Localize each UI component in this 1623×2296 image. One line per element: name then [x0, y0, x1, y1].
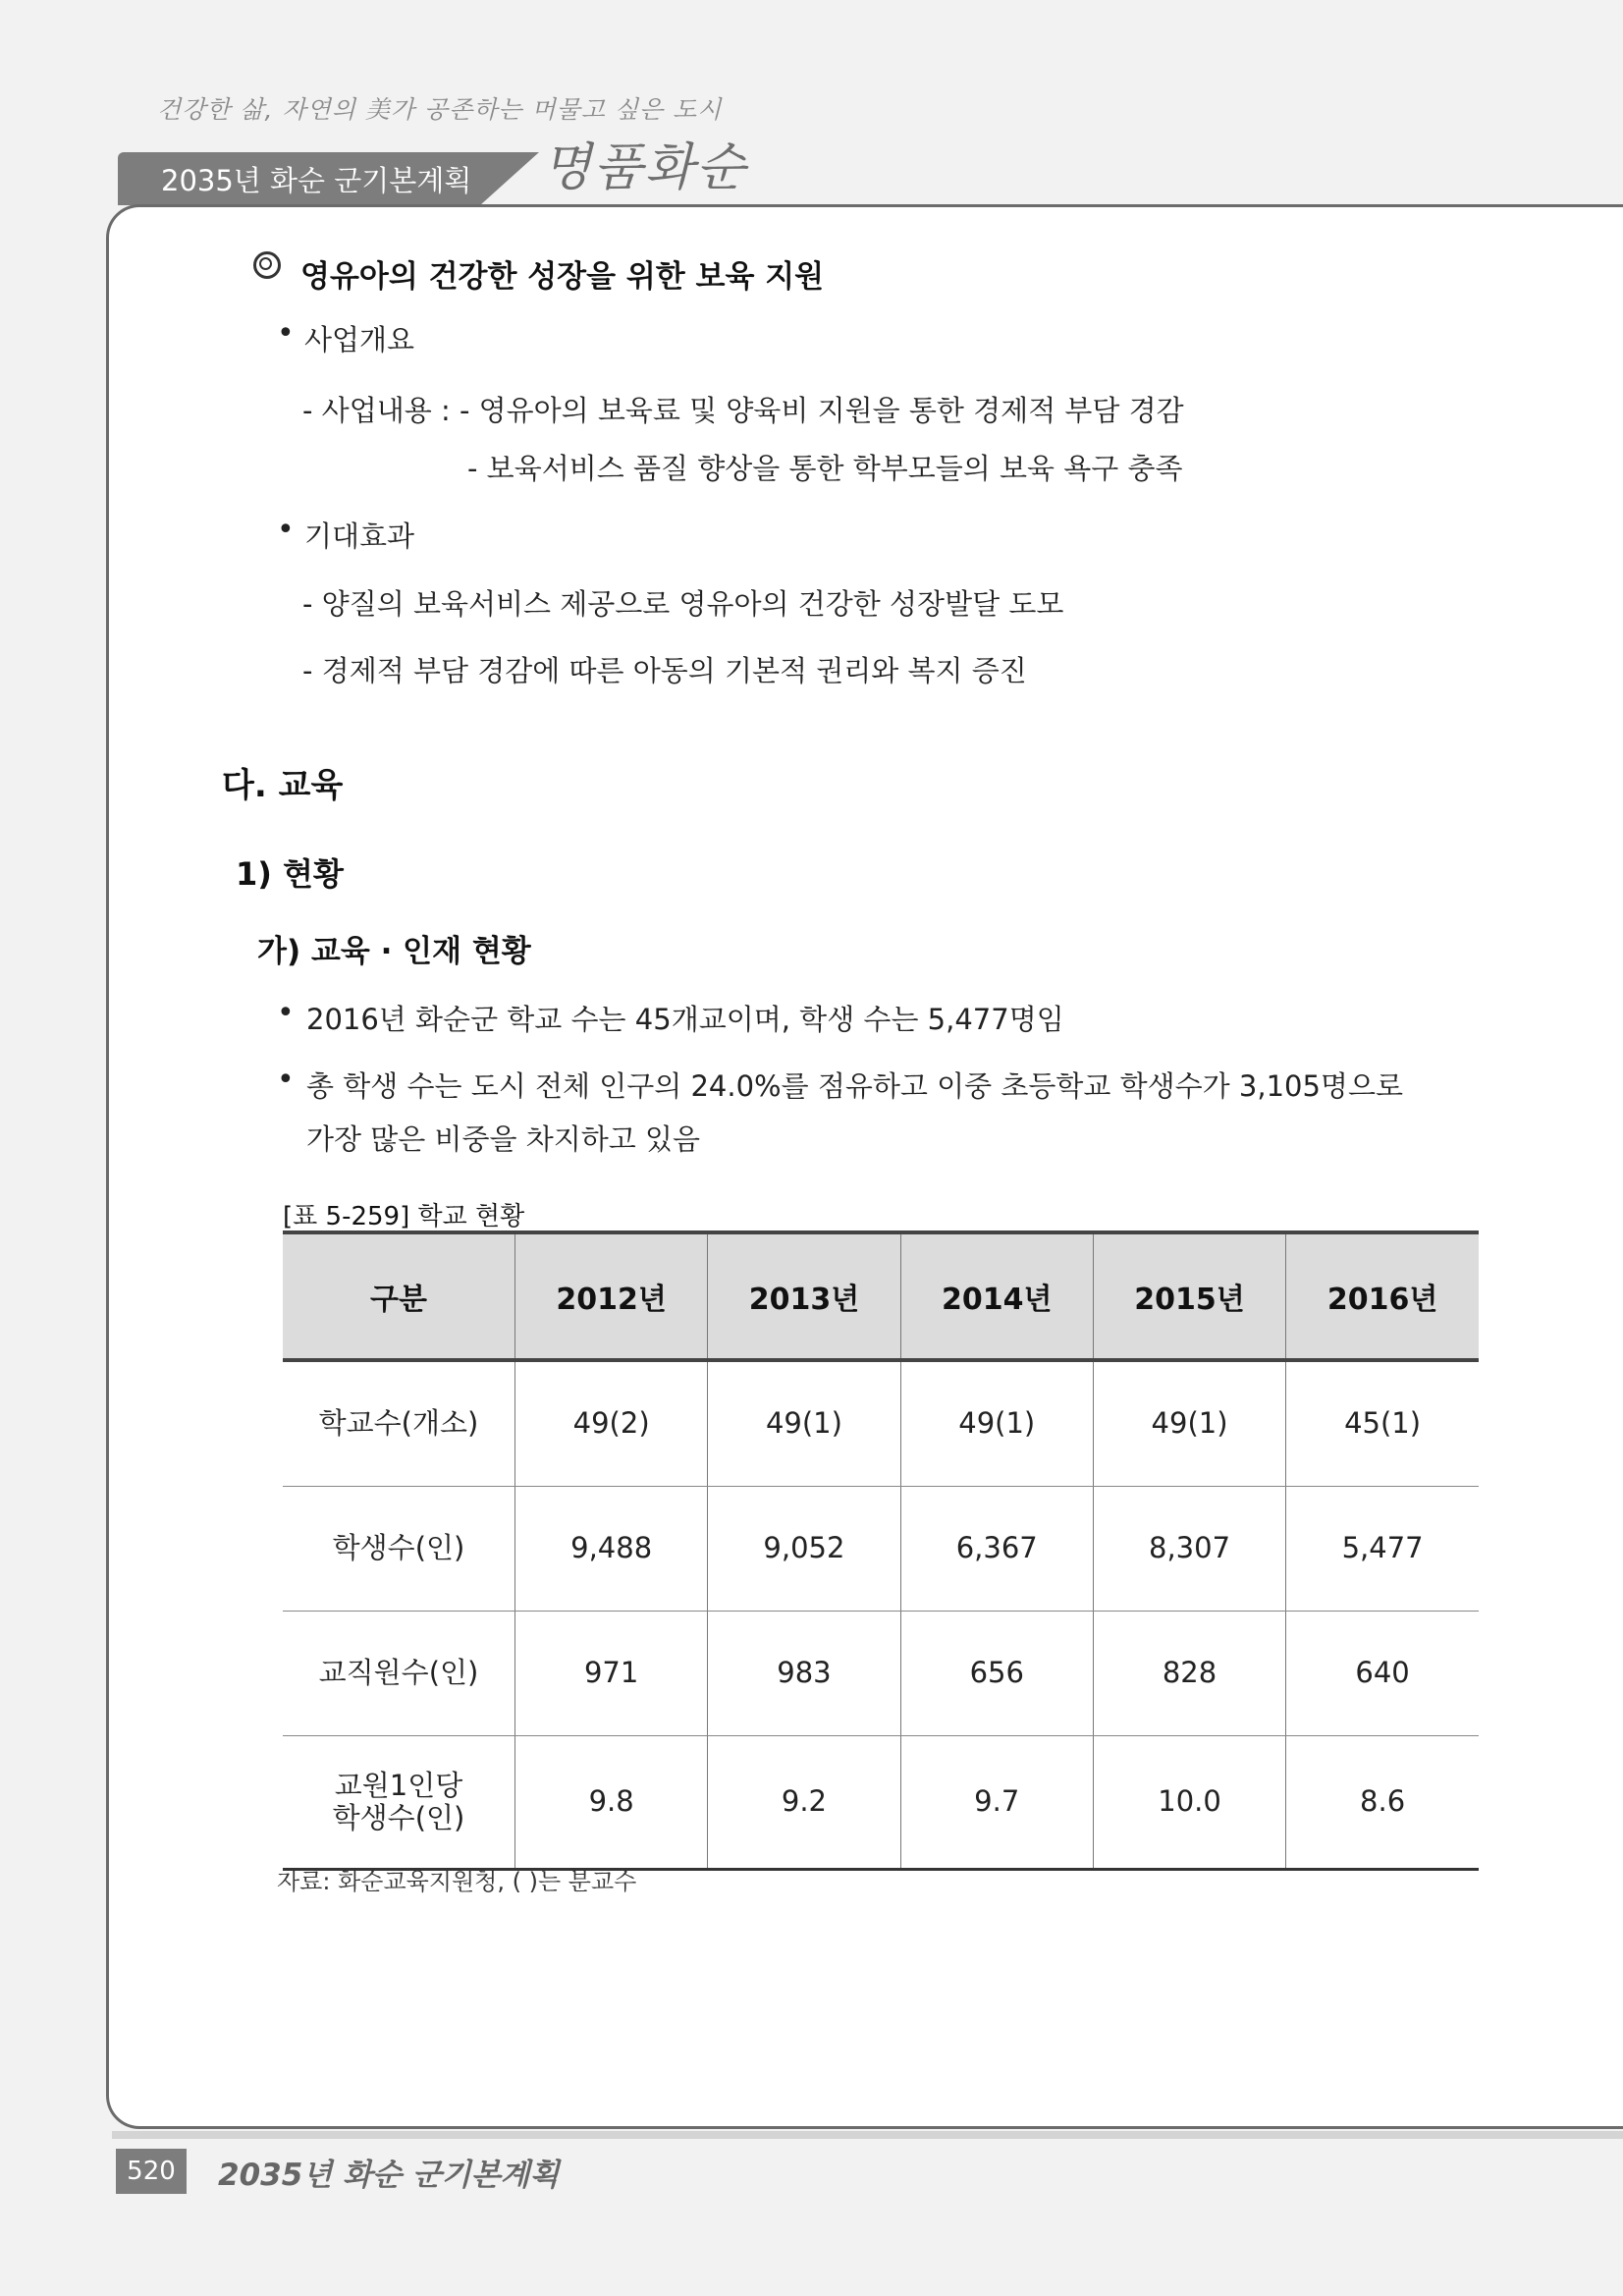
table-row	[283, 1736, 1479, 1870]
table-cell: 5,477	[1286, 1487, 1479, 1612]
education-bullet-2-line-1: 총 학생 수는 도시 전체 인구의 24.0%를 점유하고 이중 초등학교 학생수가 3,105명으로	[306, 1069, 1403, 1103]
table-cell: 983	[708, 1612, 900, 1736]
table-cell: 828	[1093, 1612, 1285, 1736]
table-cell: 10.0	[1093, 1736, 1285, 1870]
bullet-dot-icon: •	[277, 1063, 295, 1097]
row-label: 교직원수(인)	[283, 1612, 515, 1736]
effect-line-1: - 양질의 보육서비스 제공으로 영유아의 건강한 성장발달 도모	[302, 587, 1064, 621]
table-cell: 49(1)	[1093, 1360, 1285, 1487]
table-cell: 656	[900, 1612, 1093, 1736]
childcare-title: 영유아의 건강한 성장을 위한 보육 지원	[300, 259, 825, 295]
school-status-table	[283, 1230, 1479, 1871]
content-line-2: - 보육서비스 품질 향상을 통한 학부모들의 보육 욕구 충족	[467, 452, 1183, 485]
table-row	[283, 1612, 1479, 1736]
table-cell: 9.2	[708, 1736, 900, 1870]
table-source: 자료: 화순교육지원청, ( )는 분교수	[277, 1868, 637, 1895]
table-cell: 45(1)	[1286, 1360, 1479, 1487]
sub-title: 가) 교육 · 인재 현황	[257, 934, 531, 969]
content-line-1: - 사업내용 : - 영유아의 보육료 및 양육비 지원을 통한 경제적 부담 경감	[302, 394, 1184, 427]
education-bullet-1: 2016년 화순군 학교 수는 45개교이며, 학생 수는 5,477명임	[306, 1003, 1064, 1036]
table-caption: [표 5-259] 학교 현황	[283, 1202, 525, 1231]
table-header-row	[283, 1232, 1479, 1360]
table-cell: 9.8	[515, 1736, 708, 1870]
frame-shadow	[112, 2131, 1623, 2139]
plan-title-tab	[118, 152, 481, 205]
table-row	[283, 1487, 1479, 1612]
bullet-dot-icon: •	[277, 316, 295, 351]
subsection-title: 1) 현황	[236, 855, 344, 893]
bullet-dot-icon: •	[277, 513, 295, 547]
circle-bullet-icon	[253, 251, 281, 279]
table-row	[283, 1360, 1479, 1487]
table-cell: 640	[1286, 1612, 1479, 1736]
header-2014: 2014년	[900, 1232, 1093, 1360]
brand-logo: 명품화순	[542, 138, 747, 197]
table-cell: 49(2)	[515, 1360, 708, 1487]
table-cell: 8,307	[1093, 1487, 1285, 1612]
plan-title: 2035년 화순 군기본계획	[161, 163, 472, 197]
effect-label: 기대효과	[304, 519, 415, 553]
header-slogan: 건강한 삶, 자연의 美가 공존하는 머물고 싶은 도시	[157, 95, 723, 124]
table-cell: 9,488	[515, 1487, 708, 1612]
bullet-dot-icon: •	[277, 996, 295, 1030]
table-cell: 8.6	[1286, 1736, 1479, 1870]
header-2013: 2013년	[708, 1232, 900, 1360]
row-label-line-2: 학생수(인)	[332, 1801, 465, 1834]
header-category: 구분	[283, 1232, 515, 1360]
header-2012: 2012년	[515, 1232, 708, 1360]
table-cell: 49(1)	[900, 1360, 1093, 1487]
page-number-text: 520	[127, 2157, 176, 2186]
section-title: 다. 교육	[222, 766, 344, 805]
table-cell: 9.7	[900, 1736, 1093, 1870]
row-label: 학교수(개소)	[283, 1360, 515, 1487]
header-2015: 2015년	[1093, 1232, 1285, 1360]
table-cell: 9,052	[708, 1487, 900, 1612]
row-label	[283, 1736, 515, 1870]
page-number	[116, 2149, 187, 2194]
table-cell: 49(1)	[708, 1360, 900, 1487]
row-label: 학생수(인)	[283, 1487, 515, 1612]
table-cell: 971	[515, 1612, 708, 1736]
overview-label: 사업개요	[304, 323, 415, 356]
effect-line-2: - 경제적 부담 경감에 따른 아동의 기본적 권리와 복지 증진	[302, 654, 1027, 687]
footer-title: 2035년 화순 군기본계획	[218, 2158, 560, 2193]
row-label-line-1: 교원1인당	[334, 1768, 463, 1802]
education-bullet-2-line-2: 가장 많은 비중을 차지하고 있음	[306, 1122, 701, 1156]
header-tab-wedge	[480, 152, 539, 205]
table-cell: 6,367	[900, 1487, 1093, 1612]
header-2016: 2016년	[1286, 1232, 1479, 1360]
